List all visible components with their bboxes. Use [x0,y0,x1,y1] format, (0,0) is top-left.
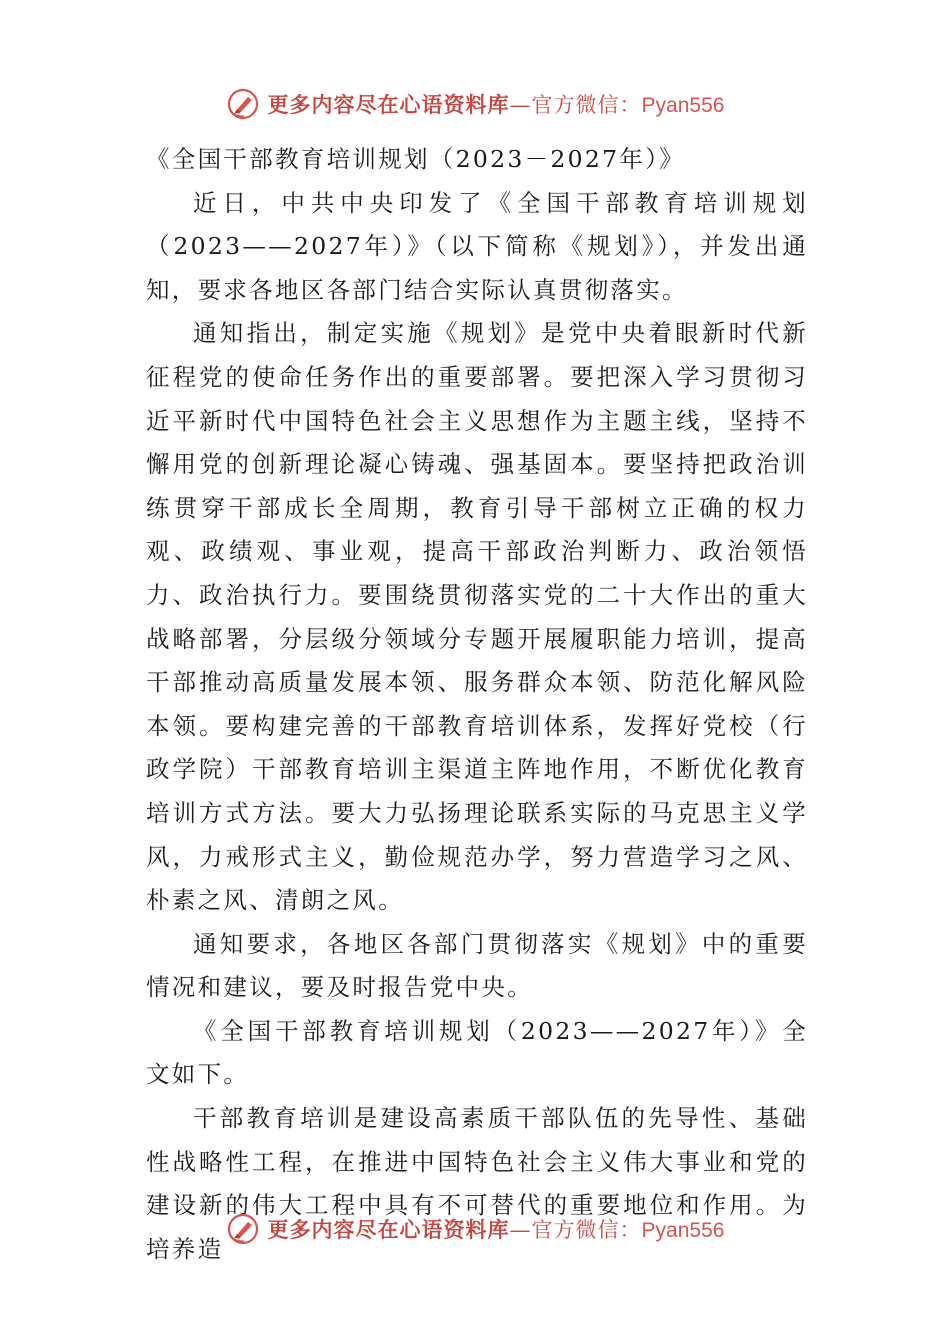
document-body [146,138,808,1271]
document-title: 《全国干部教育培训规划（2023－2027年）》 [146,145,686,173]
watermark-label: 官方微信： [531,93,642,117]
watermark-wechat-id: Pyan556 [641,1219,725,1242]
watermark-wechat-id: Pyan556 [641,94,725,117]
pen-nib-circle-icon [226,1212,260,1246]
watermark-text [268,1214,725,1244]
pen-nib-circle-icon [226,87,260,121]
paragraph: 《全国干部教育培训规划（2023——2027年）》全文如下。 [146,1016,808,1089]
watermark-label: 官方微信： [531,1218,642,1242]
paragraph: 干部教育培训是建设高素质干部队伍的先导性、基础性战略性工程，在推进中国特色社会主义伟大事业和党的建设新的伟大工程中具有不可替代的重要地位和作用。为培养造 [146,1104,808,1263]
watermark-brand: 更多内容尽在心语资料库 [267,1217,510,1242]
watermark-text [268,89,725,119]
watermark-brand: 更多内容尽在心语资料库 [267,92,510,117]
watermark-dash: — [509,93,532,117]
watermark-dash: — [509,1218,532,1242]
paragraph: 近日，中共中央印发了《全国干部教育培训规划（2023——2027年）》（以下简称《规划》），并发出通知，要求各地区各部门结合实际认真贯彻落实。 [146,188,808,304]
header-watermark [0,84,950,124]
paragraph: 通知要求，各地区各部门贯彻落实《规划》中的重要情况和建议，要及时报告党中央。 [146,929,808,1002]
footer-watermark [0,1209,950,1249]
paragraph: 通知指出，制定实施《规划》是党中央着眼新时代新征程党的使命任务作出的重要部署。要把深入学习贯彻习近平新时代中国特色社会主义思想作为主题主线，坚持不懈用党的创新理论凝心铸魂、强基固本。要坚持把政治训练贯穿干部成长全周期，教育引导干部树立正确的权力观、政绩观、事业观，提高干部政治判断力、政治领悟力、政治执行力。要围绕贯彻落实党的二十大作出的重大战略部署，分层级分领域分专题开展履职能力培训，提高干部推动高质量发展本领、服务群众本领、防范化解风险本领。要构建完善的干部教育培训体系，发挥好党校（行政学院）干部教育培训主渠道主阵地作用，不断优化教育培训方式方法。要大力弘扬理论联系实际的马克思主义学风，力戒形式主义，勤俭规范办学，努力营造学习之风、朴素之风、清朗之风。 [146,319,808,915]
